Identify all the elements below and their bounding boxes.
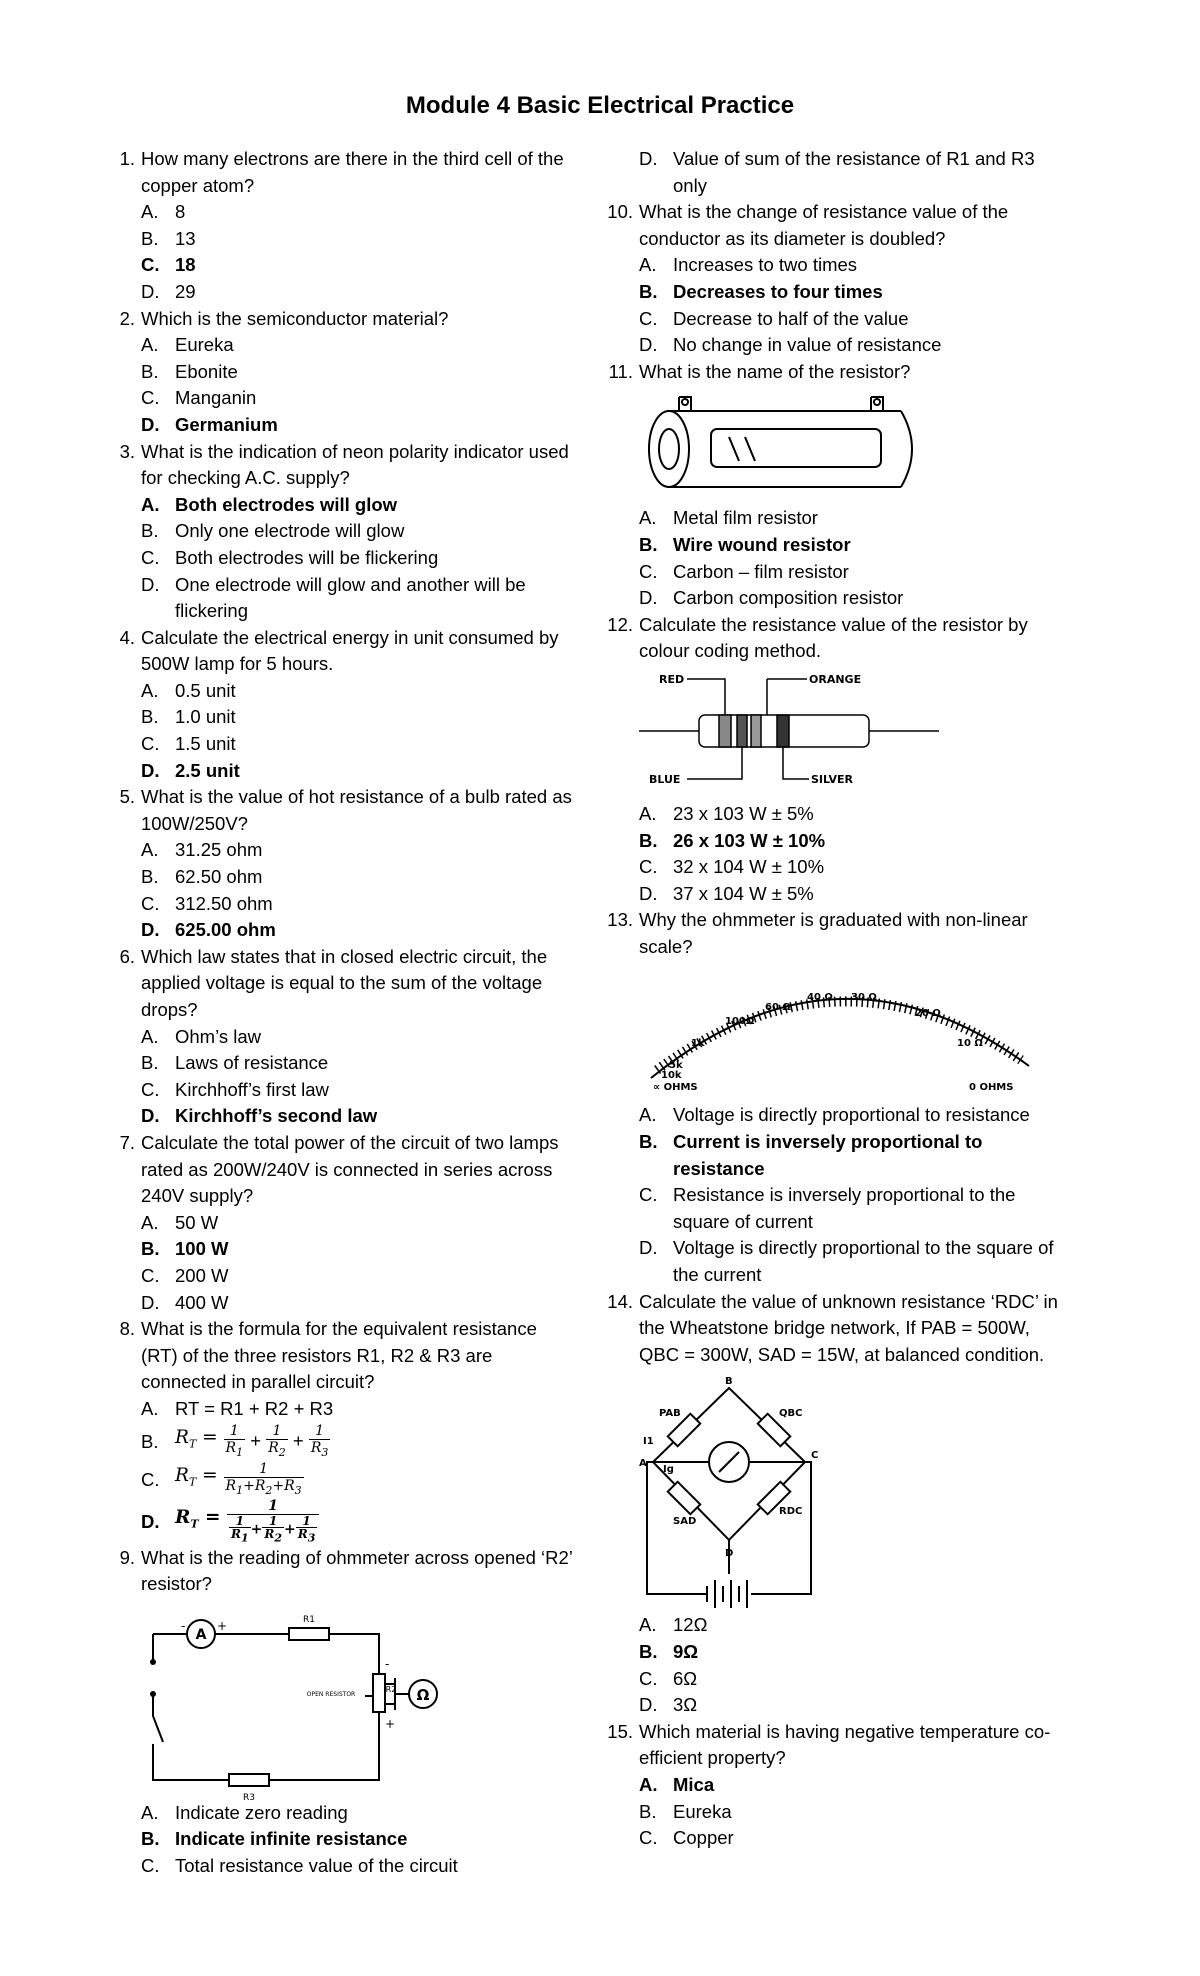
option-3b: B. Only one electrode will glow bbox=[141, 520, 405, 542]
question-text: Calculate the value of unknown resistance ‘RDC’ in the Wheatstone bridge network, If PAB = 500W, QBC = 300W, SAD = 15W, at balanced condition. bbox=[639, 1290, 1058, 1365]
node-c: C bbox=[811, 1450, 819, 1462]
wire-wound-resistor-image bbox=[639, 391, 939, 499]
option-14b-answer: B. 9Ω bbox=[639, 1641, 699, 1662]
option-5d-answer: D. 625.00 ohm bbox=[141, 919, 276, 941]
option-5b: B. 62.50 ohm bbox=[141, 866, 263, 888]
node-a: A bbox=[639, 1458, 647, 1470]
question-text: What is the change of resistance value of the conductor as its diameter is doubled? bbox=[639, 201, 1009, 249]
question-4: 4. Calculate the electrical energy in unit consumed by 500W lamp for 5 hours. bbox=[119, 626, 559, 675]
scale-20: 20 Ω bbox=[915, 1008, 941, 1020]
open-resistor-label: OPEN RESISTOR bbox=[306, 1690, 356, 1698]
option-8b-formula: B. $R_T$ = $\frac{1}{R_1}$ + $\frac{1}{R_2}$ + $\frac{1}{R_3}$ bbox=[141, 1422, 329, 1459]
option-10a: A. Increases to two times bbox=[639, 254, 858, 276]
scale-100: 100Ω bbox=[725, 1016, 755, 1028]
orange-label: ORANGE bbox=[809, 672, 862, 686]
node-b: B bbox=[725, 1376, 733, 1388]
right-column bbox=[603, 146, 1073, 1852]
option-11a: A. Metal film resistor bbox=[639, 507, 818, 529]
question-text: How many electrons are there in the third cell of the copper atom? bbox=[141, 148, 564, 196]
question-text: Calculate the resistance value of the resistor by colour coding method. bbox=[639, 613, 1028, 662]
option-4b: B. 1.0 unit bbox=[141, 706, 236, 728]
scale-1k: 1k bbox=[691, 1038, 705, 1050]
scale-10k: 10k bbox=[661, 1070, 682, 1082]
option-14c: C. 6Ω bbox=[639, 1667, 698, 1689]
question-text: What is the indication of neon polarity indicator used for checking A.C. supply? bbox=[141, 440, 569, 489]
svg-text:-: - bbox=[385, 1656, 390, 1671]
option-1a: A. 8 bbox=[141, 201, 186, 223]
scale-60: 60 Ω bbox=[765, 1002, 791, 1014]
red-label: RED bbox=[659, 672, 685, 686]
question-7: 7. Calculate the total power of the circuit of two lamps rated as 200W/240V is connected in series across 240V supply? bbox=[119, 1131, 559, 1207]
option-8d-formula-answer: D. $R_T$ = 1 $\frac{1}{R_1}$ + $\frac{1}{R_2}$ + $\frac{1}{R_3}$ bbox=[105, 1499, 575, 1545]
svg-text:+: + bbox=[385, 1716, 396, 1731]
sad-label: SAD bbox=[673, 1516, 697, 1528]
question-9: 9. What is the reading of ohmmeter across opened ‘R2’ resistor? bbox=[119, 1546, 573, 1595]
open-resistor-circuit-diagram bbox=[141, 1604, 461, 1803]
question-14: 14. Calculate the value of unknown resistance ‘RDC’ in the Wheatstone bridge network, If PAB = 500W, QBC = 300W, SAD = 15W, at balanced condition. bbox=[607, 1290, 1058, 1365]
question-6: 6. Which law states that in closed electric circuit, the applied voltage is equal to the sum of the voltage drops? bbox=[119, 945, 548, 1020]
question-3: 3. What is the indication of neon polarity indicator used for checking A.C. supply? bbox=[119, 440, 569, 489]
question-text: Calculate the electrical energy in unit consumed by 500W lamp for 5 hours. bbox=[141, 626, 559, 675]
ohmmeter-label: Ω bbox=[416, 1685, 430, 1704]
option-7b-answer: B. 100 W bbox=[141, 1238, 229, 1260]
option-3d: D. One electrode will glow and another will be flickering bbox=[141, 573, 526, 622]
svg-text:-: - bbox=[181, 1618, 186, 1633]
option-14a: A. 12Ω bbox=[639, 1614, 708, 1636]
question-text: Calculate the total power of the circuit of two lamps rated as 200W/240V is connected in series across 240V supply? bbox=[141, 1131, 559, 1207]
left-column bbox=[105, 146, 575, 1879]
option-6c: C. Kirchhoff’s first law bbox=[141, 1078, 329, 1100]
option-13d: D. Voltage is directly proportional to the square of the current bbox=[639, 1237, 1054, 1286]
r2-label: R2 bbox=[385, 1684, 397, 1694]
option-2d-answer: D. Germanium bbox=[141, 413, 278, 435]
option-7d: D. 400 W bbox=[141, 1291, 229, 1313]
blue-label: BLUE bbox=[649, 772, 681, 786]
question-text: What is the formula for the equivalent resistance (RT) of the three resistors R1, R2 & R3 are connected in parallel circuit? bbox=[141, 1318, 537, 1393]
option-3c: C. Both electrodes will be flickering bbox=[141, 546, 439, 568]
i1-label: I1 bbox=[643, 1436, 654, 1448]
r1-label: R1 bbox=[303, 1614, 315, 1625]
option-4c: C. 1.5 unit bbox=[141, 733, 236, 755]
option-10c: C. Decrease to half of the value bbox=[639, 307, 909, 329]
option-2c: C. Manganin bbox=[141, 387, 257, 409]
page-title: Module 4 Basic Electrical Practice bbox=[405, 92, 795, 119]
svg-text:+: + bbox=[217, 1618, 228, 1633]
question-text: Which is the semiconductor material? bbox=[141, 307, 449, 329]
wheatstone-bridge-diagram bbox=[639, 1374, 839, 1606]
scale-zero: 0 OHMS bbox=[969, 1082, 1014, 1094]
option-1b: B. 13 bbox=[141, 227, 196, 249]
question-12: 12. Calculate the resistance value of the resistor by colour coding method. bbox=[607, 613, 1028, 662]
question-15: 15. Which material is having negative temperature co-efficient property? bbox=[607, 1720, 1051, 1769]
option-11c: C. Carbon – film resistor bbox=[639, 560, 849, 582]
option-15b: B. Eureka bbox=[639, 1800, 732, 1822]
node-d: D bbox=[725, 1548, 734, 1560]
option-7c: C. 200 W bbox=[141, 1264, 229, 1286]
question-1: 1. How many electrons are there in the third cell of the copper atom? bbox=[119, 148, 564, 196]
option-14d: D. 3Ω bbox=[639, 1694, 698, 1716]
option-1d: D. 29 bbox=[141, 280, 196, 302]
ammeter-label: A bbox=[195, 1626, 207, 1643]
question-13: 13. Why the ohmmeter is graduated with non-linear scale? bbox=[607, 909, 1028, 957]
option-4a: A. 0.5 unit bbox=[141, 679, 236, 701]
option-5c: C. 312.50 ohm bbox=[141, 892, 273, 914]
option-13a: A. Voltage is directly proportional to resistance bbox=[639, 1104, 1030, 1126]
option-4d-answer: D. 2.5 unit bbox=[141, 759, 240, 781]
question-text: What is the value of hot resistance of a bulb rated as 100W/250V? bbox=[141, 786, 572, 834]
option-10b-answer: B. Decreases to four times bbox=[639, 280, 883, 302]
question-text: What is the name of the resistor? bbox=[639, 360, 911, 382]
question-text: Why the ohmmeter is graduated with non-linear scale? bbox=[639, 909, 1028, 957]
question-5: 5. What is the value of hot resistance of a bulb rated as 100W/250V? bbox=[119, 786, 572, 834]
question-2: 2. Which is the semiconductor material? bbox=[119, 307, 449, 329]
option-8a: A. RT = R1 + R2 + R3 bbox=[141, 1397, 334, 1419]
option-5a: A. 31.25 ohm bbox=[141, 839, 263, 861]
option-11d: D. Carbon composition resistor bbox=[639, 587, 904, 609]
option-9b-answer: B. Indicate infinite resistance bbox=[141, 1828, 408, 1850]
option-12d: D. 37 x 104 W ± 5% bbox=[639, 882, 814, 904]
scale-40: 40 Ω bbox=[807, 992, 833, 1004]
question-10: 10. What is the change of resistance value of the conductor as its diameter is doubled? bbox=[607, 201, 1009, 249]
option-12a: A. 23 x 103 W ± 5% bbox=[639, 802, 814, 824]
question-text: What is the reading of ohmmeter across opened ‘R2’ resistor? bbox=[141, 1546, 573, 1595]
option-11b-answer: B. Wire wound resistor bbox=[639, 533, 851, 555]
pab-label: PAB bbox=[659, 1408, 681, 1420]
option-2b: B. Ebonite bbox=[141, 360, 238, 382]
option-9d: D. Value of sum of the resistance of R1 and R3 only bbox=[639, 148, 1035, 196]
scale-10: 10 Ω bbox=[957, 1038, 983, 1050]
option-13b-answer: B. Current is inversely proportional to resistance bbox=[639, 1131, 983, 1179]
r3-label: R3 bbox=[243, 1792, 255, 1803]
option-15a-answer: A. Mica bbox=[639, 1773, 715, 1795]
option-15c: C. Copper bbox=[639, 1827, 734, 1849]
qbc-label: QBC bbox=[779, 1408, 803, 1420]
question-8: 8. What is the formula for the equivalent resistance (RT) of the three resistors R1, R2 & R3 are connected in parallel circuit? bbox=[119, 1318, 537, 1393]
rdc-label: RDC bbox=[779, 1506, 803, 1518]
option-2a: A. Eureka bbox=[141, 334, 234, 356]
option-8c-formula: C. $R_T$ = $\frac{1}{R_1+R_2+R_3}$ bbox=[141, 1460, 302, 1497]
question-11: 11. What is the name of the resistor? bbox=[608, 360, 911, 382]
option-6d-answer: D. Kirchhoff’s second law bbox=[141, 1105, 378, 1127]
option-12c: C. 32 x 104 W ± 10% bbox=[639, 856, 825, 878]
option-12b-answer: B. 26 x 103 W ± 10% bbox=[639, 829, 826, 851]
scale-30: 30 Ω bbox=[851, 992, 877, 1004]
scale-infinity: ∝ OHMS bbox=[653, 1082, 698, 1094]
option-10d: D. No change in value of resistance bbox=[639, 334, 942, 356]
ohmmeter-scale-image bbox=[639, 966, 1039, 1096]
option-6b: B. Laws of resistance bbox=[141, 1052, 329, 1074]
question-text: Which material is having negative temperature co-efficient property? bbox=[639, 1720, 1051, 1769]
silver-label: SILVER bbox=[811, 772, 854, 786]
option-13c: C. Resistance is inversely proportional to the square of current bbox=[639, 1184, 1016, 1232]
ig-label: Ig bbox=[663, 1464, 674, 1476]
option-3a-answer: A. Both electrodes will glow bbox=[141, 493, 398, 515]
option-9a: A. Indicate zero reading bbox=[141, 1801, 348, 1823]
option-9c: C. Total resistance value of the circuit bbox=[141, 1854, 458, 1876]
colour-code-resistor-image bbox=[639, 671, 939, 795]
option-6a: A. Ohm’s law bbox=[141, 1025, 262, 1047]
question-text: Which law states that in closed electric circuit, the applied voltage is equal to the sum of the voltage drops? bbox=[141, 945, 548, 1020]
scale-5k: 5k bbox=[669, 1060, 683, 1072]
option-7a: A. 50 W bbox=[141, 1211, 219, 1233]
option-1c-answer: C. 18 bbox=[141, 254, 196, 276]
